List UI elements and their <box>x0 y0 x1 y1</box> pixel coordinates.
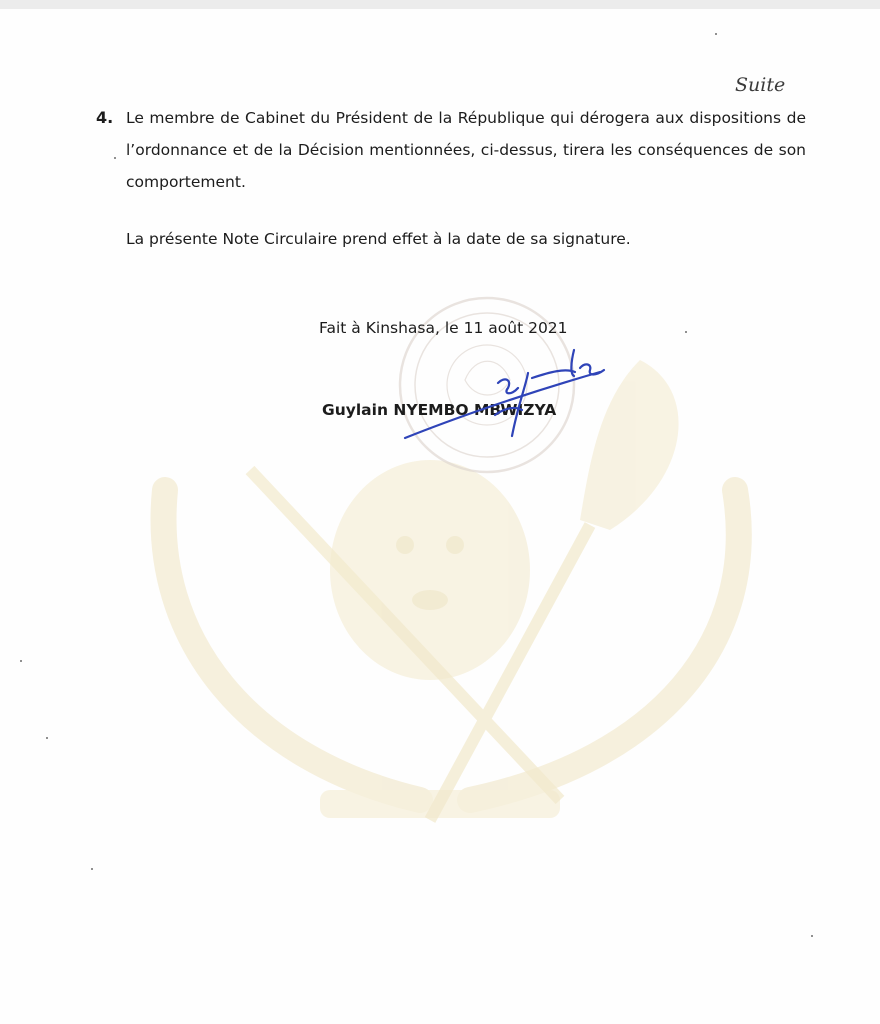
scan-speck <box>114 157 116 159</box>
effective-date-statement: La présente Note Circulaire prend effet à la date de sa signature. <box>126 230 631 248</box>
scan-speck <box>685 331 687 333</box>
continuation-mark: Suite <box>735 74 786 96</box>
scan-speck <box>20 660 22 662</box>
signer-name: Guylain NYEMBO MBWIZYA <box>322 401 557 419</box>
place-and-date: Fait à Kinshasa, le 11 août 2021 <box>319 319 568 337</box>
item-number: 4. <box>96 108 114 127</box>
item-paragraph: Le membre de Cabinet du Président de la République qui dérogera aux dispositions de l’ordonnance et de la Décision mentionnées, ci-dessus, tirera les conséquences de son comportement. <box>126 109 806 191</box>
scan-speck <box>715 33 717 35</box>
scan-speck <box>46 737 48 739</box>
scan-speck <box>811 935 813 937</box>
scan-speck <box>91 868 93 870</box>
